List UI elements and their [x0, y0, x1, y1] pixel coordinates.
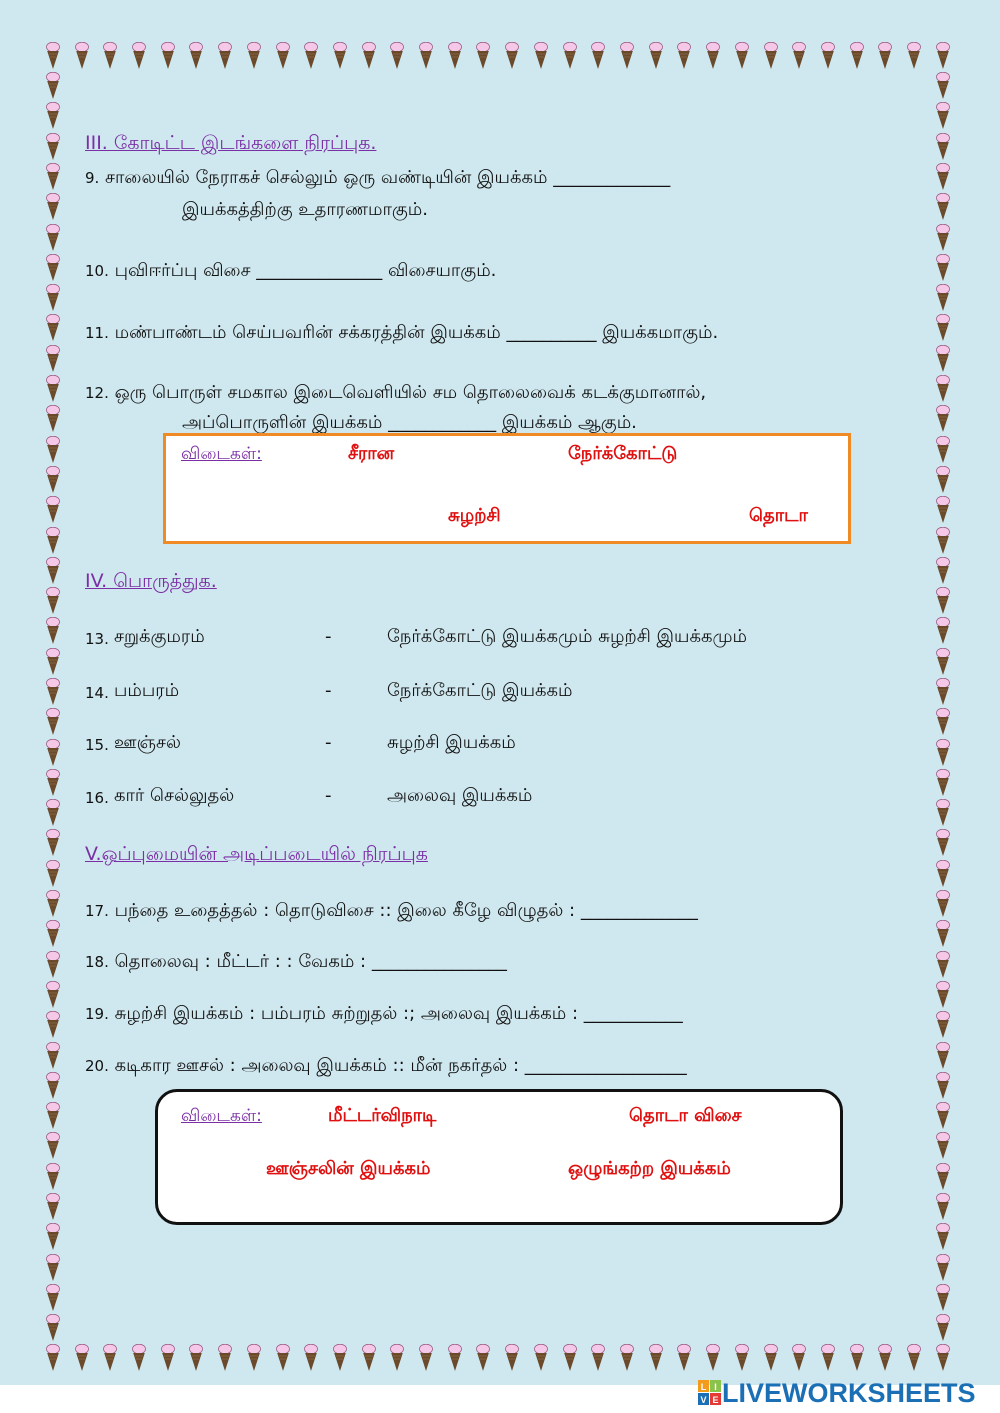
ice-cream-cone-icon — [333, 1344, 347, 1372]
ice-cream-cone-icon — [362, 42, 376, 70]
ice-cream-cone-icon — [448, 1344, 462, 1372]
ice-cream-cone-icon — [304, 42, 318, 70]
ice-cream-cone-icon — [936, 1011, 950, 1039]
ice-cream-cone-icon — [792, 42, 806, 70]
ice-cream-cone-icon — [591, 42, 605, 70]
ice-cream-cone-icon — [46, 799, 60, 827]
question-12-line-2: அப்பொருளின் இயக்கம் ____________ இயக்கம் ஆகும். — [182, 412, 637, 433]
ice-cream-cone-icon — [46, 1344, 60, 1372]
answer-word-draggable[interactable]: சுழற்சி — [448, 505, 501, 526]
ice-cream-cone-icon — [46, 1223, 60, 1251]
ice-cream-cone-icon — [419, 1344, 433, 1372]
svg-text:I: I — [714, 1382, 717, 1392]
ice-cream-cone-icon — [591, 1344, 605, 1372]
ice-cream-cone-icon — [936, 587, 950, 615]
match-right-item[interactable]: நேர்க்கோட்டு இயக்கம் — [387, 680, 573, 701]
ice-cream-cone-icon — [46, 345, 60, 373]
question-number: 20. — [85, 1057, 109, 1075]
ice-cream-cone-icon — [46, 890, 60, 918]
ice-cream-cone-icon — [46, 1042, 60, 1070]
ice-cream-cone-icon — [46, 314, 60, 342]
answer-word-draggable[interactable]: தொடா — [749, 505, 808, 526]
ice-cream-cone-icon — [103, 1344, 117, 1372]
ice-cream-cone-icon — [390, 1344, 404, 1372]
question-number: 14. — [85, 684, 109, 702]
question-10 — [85, 260, 496, 282]
match-left-item: ஊஞ்சல் — [114, 732, 181, 753]
ice-cream-cone-icon — [218, 42, 232, 70]
ice-cream-cone-icon — [46, 557, 60, 585]
ice-cream-cone-icon — [936, 1042, 950, 1070]
svg-text:L: L — [700, 1382, 707, 1392]
question-19 — [85, 1003, 683, 1025]
ice-cream-cone-icon — [304, 1344, 318, 1372]
ice-cream-cone-icon — [936, 890, 950, 918]
ice-cream-cone-icon — [936, 436, 950, 464]
question-text: புவிஈர்ப்பு விசை ______________ விசையாகும். — [114, 260, 497, 281]
ice-cream-cone-icon — [936, 1254, 950, 1282]
ice-cream-cone-icon — [936, 496, 950, 524]
match-left-item: சறுக்குமரம் — [114, 626, 205, 647]
ice-cream-cone-icon — [850, 42, 864, 70]
ice-cream-cone-icon — [46, 42, 60, 70]
question-number: 18. — [85, 953, 109, 971]
section-3-heading: III. கோடிட்ட இடங்களை நிரப்புக. — [85, 132, 377, 154]
ice-cream-cone-icon — [936, 1284, 950, 1312]
ice-cream-cone-icon — [218, 1344, 232, 1372]
match-right-item[interactable]: சுழற்சி இயக்கம் — [387, 732, 516, 753]
question-11 — [85, 322, 718, 344]
ice-cream-cone-icon — [333, 42, 347, 70]
question-number: 11. — [85, 324, 109, 342]
ice-cream-cone-icon — [46, 1254, 60, 1282]
ice-cream-cone-icon — [534, 1344, 548, 1372]
ice-cream-cone-icon — [46, 1011, 60, 1039]
ice-cream-cone-icon — [936, 1344, 950, 1372]
question-text: பந்தை உதைத்தல் : தொடுவிசை :: இலை கீழே விழுதல் : _____________ — [114, 900, 698, 921]
ice-cream-cone-icon — [46, 1163, 60, 1191]
ice-cream-cone-icon — [132, 42, 146, 70]
match-right-item[interactable]: அலைவு இயக்கம் — [387, 785, 533, 806]
answers-label: விடைகள்: — [181, 444, 262, 464]
ice-cream-cone-icon — [936, 678, 950, 706]
ice-cream-cone-icon — [936, 860, 950, 888]
ice-cream-cone-icon — [936, 72, 950, 100]
ice-cream-cone-icon — [563, 42, 577, 70]
ice-cream-cone-icon — [46, 920, 60, 948]
ice-cream-cone-icon — [936, 314, 950, 342]
ice-cream-cone-icon — [276, 1344, 290, 1372]
ice-cream-cone-icon — [649, 1344, 663, 1372]
question-text: சாலையில் நேராகச் செல்லும் ஒரு வண்டியின் இயக்கம் _____________ — [105, 167, 671, 188]
answer-word-draggable[interactable]: சீரான — [348, 443, 395, 464]
ice-cream-cone-icon — [46, 375, 60, 403]
ice-cream-cone-icon — [132, 1344, 146, 1372]
ice-cream-cone-icon — [534, 42, 548, 70]
liveworksheets-badge-icon — [698, 1380, 722, 1406]
answers-box-section-3 — [163, 433, 851, 544]
ice-cream-cone-icon — [649, 42, 663, 70]
question-number: 19. — [85, 1005, 109, 1023]
answer-word-draggable[interactable]: நேர்க்கோட்டு — [568, 443, 678, 464]
ice-cream-cone-icon — [878, 42, 892, 70]
ice-cream-cone-icon — [936, 1072, 950, 1100]
ice-cream-cone-icon — [161, 1344, 175, 1372]
ice-cream-cone-icon — [850, 1344, 864, 1372]
ice-cream-cone-icon — [936, 617, 950, 645]
question-number: 16. — [85, 789, 109, 807]
ice-cream-cone-icon — [247, 1344, 261, 1372]
question-text: ஒரு பொருள் சமகால இடைவெளியில் சம தொலைவைக் கடக்குமானால், — [114, 382, 707, 403]
ice-cream-cone-icon — [936, 739, 950, 767]
ice-cream-cone-icon — [936, 920, 950, 948]
ice-cream-cone-icon — [620, 1344, 634, 1372]
ice-cream-cone-icon — [46, 224, 60, 252]
question-number: 17. — [85, 902, 109, 920]
ice-cream-cone-icon — [936, 102, 950, 130]
question-text: தொலைவு : மீட்டர் : : வேகம் : _______________ — [114, 951, 507, 972]
question-18 — [85, 951, 507, 973]
ice-cream-cone-icon — [46, 466, 60, 494]
ice-cream-cone-icon — [936, 557, 950, 585]
ice-cream-cone-icon — [764, 1344, 778, 1372]
ice-cream-cone-icon — [390, 42, 404, 70]
ice-cream-cone-icon — [46, 617, 60, 645]
match-right-item[interactable]: நேர்க்கோட்டு இயக்கமும் சுழற்சி இயக்கமும் — [387, 626, 747, 647]
ice-cream-cone-icon — [936, 1193, 950, 1221]
ice-cream-cone-icon — [75, 1344, 89, 1372]
ice-cream-cone-icon — [936, 1223, 950, 1251]
ice-cream-cone-icon — [189, 42, 203, 70]
ice-cream-cone-icon — [46, 133, 60, 161]
ice-cream-cone-icon — [936, 799, 950, 827]
ice-cream-cone-icon — [46, 708, 60, 736]
answers-label: விடைகள்: — [181, 1106, 262, 1126]
ice-cream-cone-icon — [46, 1132, 60, 1160]
ice-cream-cone-icon — [46, 678, 60, 706]
ice-cream-cone-icon — [46, 193, 60, 221]
ice-cream-cone-icon — [907, 1344, 921, 1372]
ice-cream-cone-icon — [505, 42, 519, 70]
question-9 — [85, 167, 670, 189]
question-text: கடிகார ஊசல் : அலைவு இயக்கம் :: மீன் நகர்தல் : __________________ — [114, 1055, 687, 1076]
ice-cream-cone-icon — [505, 1344, 519, 1372]
ice-cream-cone-icon — [46, 102, 60, 130]
ice-cream-cone-icon — [563, 1344, 577, 1372]
answer-word-draggable[interactable]: தொடா விசை — [629, 1105, 742, 1126]
question-number: 15. — [85, 736, 109, 754]
ice-cream-cone-icon — [46, 981, 60, 1009]
ice-cream-cone-icon — [419, 42, 433, 70]
ice-cream-cone-icon — [46, 860, 60, 888]
ice-cream-cone-icon — [46, 72, 60, 100]
ice-cream-cone-icon — [75, 42, 89, 70]
answer-word-draggable[interactable]: ஊஞ்சலின் இயக்கம் — [266, 1158, 431, 1179]
ice-cream-cone-icon — [46, 436, 60, 464]
ice-cream-cone-icon — [620, 42, 634, 70]
ice-cream-cone-icon — [936, 981, 950, 1009]
ice-cream-cone-icon — [46, 1284, 60, 1312]
answer-word-draggable[interactable]: ஒழுங்கற்ற இயக்கம் — [568, 1158, 731, 1179]
ice-cream-cone-icon — [936, 466, 950, 494]
ice-cream-cone-icon — [936, 648, 950, 676]
ice-cream-cone-icon — [878, 1344, 892, 1372]
ice-cream-cone-icon — [936, 951, 950, 979]
match-dash: - — [325, 785, 332, 806]
ice-cream-cone-icon — [46, 284, 60, 312]
ice-cream-cone-icon — [706, 42, 720, 70]
question-number: 12. — [85, 384, 109, 402]
liveworksheets-logo — [698, 1378, 976, 1408]
ice-cream-cone-icon — [46, 496, 60, 524]
question-12 — [85, 382, 706, 404]
question-text: மண்பாண்டம் செய்பவரின் சக்கரத்தின் இயக்கம் __________ இயக்கமாகும். — [114, 322, 719, 343]
question-number: 10. — [85, 262, 109, 280]
ice-cream-cone-icon — [276, 42, 290, 70]
ice-cream-cone-icon — [103, 42, 117, 70]
ice-cream-cone-icon — [46, 254, 60, 282]
question-17 — [85, 900, 698, 922]
ice-cream-cone-icon — [735, 42, 749, 70]
ice-cream-cone-icon — [46, 829, 60, 857]
ice-cream-cone-icon — [46, 1072, 60, 1100]
ice-cream-cone-icon — [936, 769, 950, 797]
question-20 — [85, 1055, 687, 1077]
ice-cream-cone-icon — [936, 1314, 950, 1342]
ice-cream-cone-icon — [677, 1344, 691, 1372]
section-5-heading: V.ஒப்புமையின் அடிப்படையில் நிரப்புக — [85, 843, 428, 865]
liveworksheets-wordmark: LIVEWORKSHEETS — [722, 1377, 976, 1408]
ice-cream-cone-icon — [46, 951, 60, 979]
ice-cream-cone-icon — [936, 345, 950, 373]
ice-cream-cone-icon — [936, 405, 950, 433]
ice-cream-cone-icon — [764, 42, 778, 70]
ice-cream-cone-icon — [936, 163, 950, 191]
match-left-item: கார் செல்லுதல் — [114, 785, 235, 806]
ice-cream-cone-icon — [161, 42, 175, 70]
ice-cream-cone-icon — [936, 1132, 950, 1160]
ice-cream-cone-icon — [46, 163, 60, 191]
ice-cream-cone-icon — [46, 648, 60, 676]
ice-cream-cone-icon — [476, 42, 490, 70]
ice-cream-cone-icon — [821, 42, 835, 70]
answer-word-draggable[interactable]: மீட்டர்விநாடி — [328, 1105, 437, 1126]
ice-cream-cone-icon — [936, 224, 950, 252]
match-dash: - — [325, 626, 332, 647]
ice-cream-cone-icon — [706, 1344, 720, 1372]
ice-cream-cone-icon — [46, 527, 60, 555]
match-dash: - — [325, 680, 332, 701]
svg-text:V: V — [700, 1395, 707, 1405]
ice-cream-cone-icon — [448, 42, 462, 70]
ice-cream-cone-icon — [677, 42, 691, 70]
ice-cream-cone-icon — [907, 42, 921, 70]
section-4-heading: IV. பொருத்துக. — [85, 570, 217, 592]
ice-cream-cone-icon — [936, 133, 950, 161]
ice-cream-cone-icon — [46, 587, 60, 615]
ice-cream-cone-icon — [936, 1102, 950, 1130]
match-left-item: பம்பரம் — [114, 680, 180, 701]
ice-cream-cone-icon — [46, 405, 60, 433]
question-number: 13. — [85, 630, 109, 648]
ice-cream-cone-icon — [46, 769, 60, 797]
ice-cream-cone-icon — [936, 708, 950, 736]
ice-cream-cone-icon — [936, 42, 950, 70]
ice-cream-cone-icon — [936, 284, 950, 312]
ice-cream-cone-icon — [189, 1344, 203, 1372]
ice-cream-cone-icon — [46, 1102, 60, 1130]
ice-cream-cone-icon — [936, 1163, 950, 1191]
ice-cream-cone-icon — [936, 527, 950, 555]
ice-cream-cone-icon — [821, 1344, 835, 1372]
svg-text:E: E — [712, 1395, 719, 1405]
ice-cream-cone-icon — [792, 1344, 806, 1372]
ice-cream-cone-icon — [46, 1193, 60, 1221]
match-dash: - — [325, 732, 332, 753]
ice-cream-cone-icon — [46, 1314, 60, 1342]
ice-cream-cone-icon — [936, 829, 950, 857]
question-number: 9. — [85, 169, 100, 187]
ice-cream-cone-icon — [735, 1344, 749, 1372]
ice-cream-cone-icon — [936, 193, 950, 221]
ice-cream-cone-icon — [247, 42, 261, 70]
question-text: சுழற்சி இயக்கம் : பம்பரம் சுற்றுதல் :; அலைவு இயக்கம் : ___________ — [114, 1003, 683, 1024]
ice-cream-cone-icon — [936, 254, 950, 282]
ice-cream-cone-icon — [362, 1344, 376, 1372]
ice-cream-cone-icon — [46, 739, 60, 767]
ice-cream-cone-icon — [476, 1344, 490, 1372]
question-9-line-2: இயக்கத்திற்கு உதாரணமாகும். — [182, 199, 428, 220]
ice-cream-cone-icon — [936, 375, 950, 403]
